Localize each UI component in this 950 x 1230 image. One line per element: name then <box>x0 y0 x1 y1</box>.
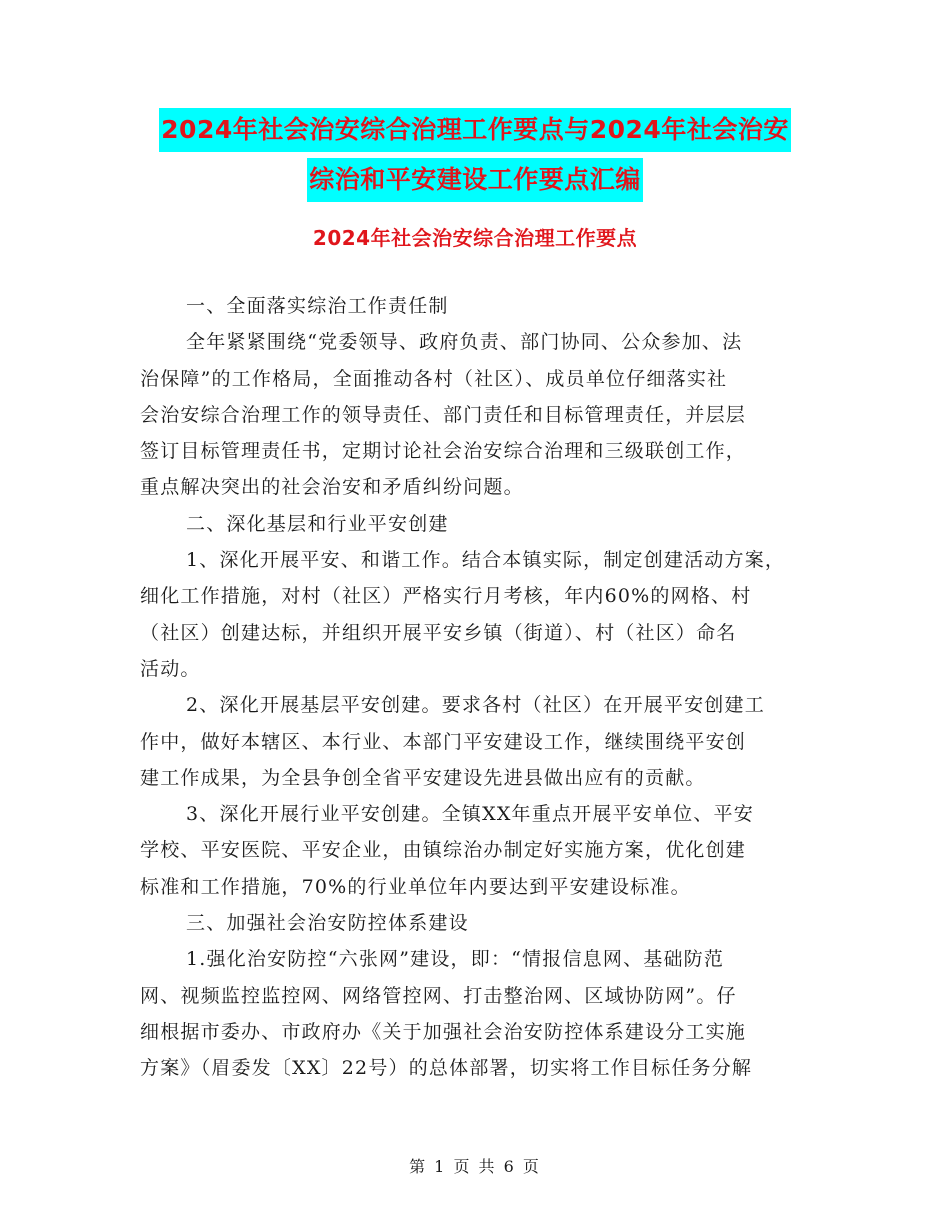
paragraph-line: 全年紧紧围绕“党委领导、政府负责、部门协同、公众参加、法 <box>186 331 743 354</box>
paragraph-line: 活动。 <box>140 657 201 680</box>
page-number: 第 1 页 共 6 页 <box>409 1157 541 1176</box>
paragraph-line: 重点解决突出的社会治安和矛盾纠纷问题。 <box>140 476 524 499</box>
paragraph-line: 治保障”的工作格局，全面推动各村（社区）、成员单位仔细落实社 <box>140 367 728 390</box>
paragraph-line: 1.强化治安防控“六张网”建设，即：“情报信息网、基础防范 <box>186 948 725 971</box>
paragraph-line: 细化工作措施，对村（社区）严格实行月考核，年内60%的网格、村 <box>140 585 752 608</box>
heading-3: 三、加强社会治安防控体系建设 <box>186 912 469 935</box>
paragraph-line: 建工作成果，为全县争创全省平安建设先进县做出应有的贡献。 <box>140 766 706 789</box>
paragraph-line: 网、视频监控监控网、网络管控网、打击整治网、区域协防网”。仔 <box>140 984 737 1007</box>
paragraph-line: 学校、平安医院、平安企业，由镇综治办制定好实施方案，优化创建 <box>140 839 747 862</box>
paragraph-line: （社区）创建达标，并组织开展平安乡镇（街道）、村（社区）命名 <box>140 621 737 644</box>
paragraph-line: 会治安综合治理工作的领导责任、部门责任和目标管理责任，并层层 <box>140 403 747 426</box>
heading-1: 一、全面落实综治工作责任制 <box>186 295 449 317</box>
paragraph-line: 方案》（眉委发〔XX〕22号）的总体部署，切实将工作目标任务分解 <box>140 1057 753 1080</box>
document-title <box>0 108 950 202</box>
paragraph-line: 细根据市委办、市政府办《关于加强社会治安防控体系建设分工实施 <box>140 1020 747 1043</box>
document-body <box>140 288 820 1087</box>
paragraph-line: 1、深化开展平安、和谐工作。结合本镇实际，制定创建活动方案， <box>186 549 786 572</box>
paragraph-line: 签订目标管理责任书，定期讨论社会治安综合治理和三级联创工作， <box>140 440 747 463</box>
paragraph-line: 3、深化开展行业平安创建。全镇XX年重点开展平安单位、平安 <box>186 803 754 826</box>
paragraph-line: 作中，做好本辖区、本行业、本部门平安建设工作，继续围绕平安创 <box>140 730 747 753</box>
title-line-1: 2024年社会治安综合治理工作要点与2024年社会治安 <box>159 108 791 152</box>
paragraph-line: 2、深化开展基层平安创建。要求各村（社区）在开展平安创建工 <box>186 694 765 717</box>
heading-2: 二、深化基层和行业平安创建 <box>186 512 449 535</box>
title-line-2: 综治和平安建设工作要点汇编 <box>307 158 643 202</box>
section-title: 2024年社会治安综合治理工作要点 <box>312 226 638 250</box>
paragraph-line: 标准和工作措施，70%的行业单位年内要达到平安建设标准。 <box>140 875 691 898</box>
